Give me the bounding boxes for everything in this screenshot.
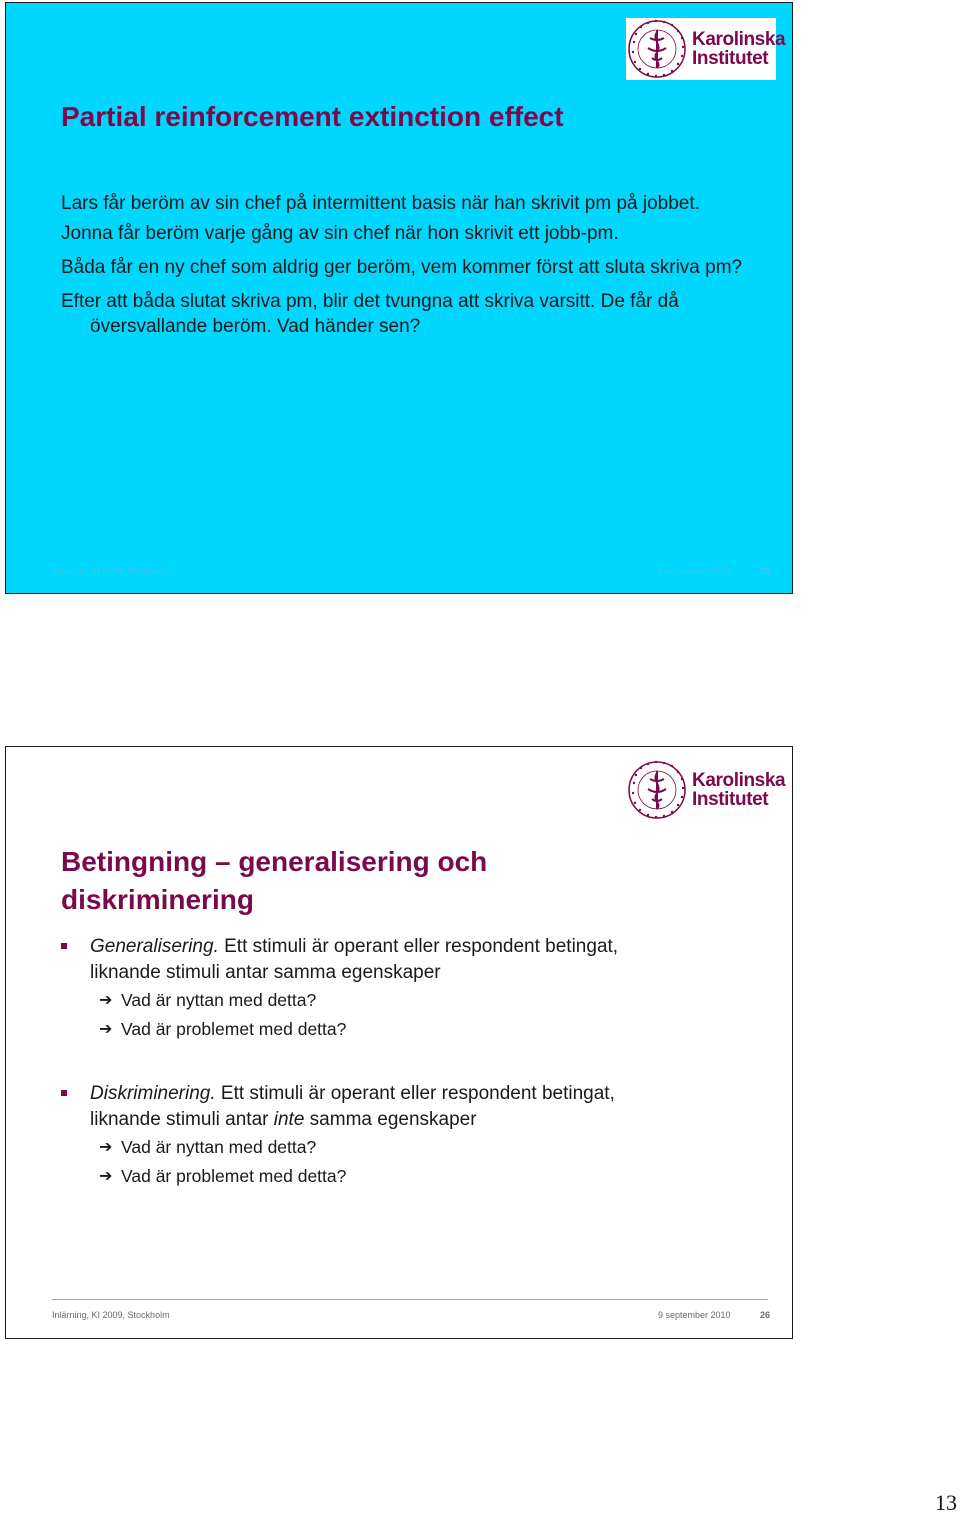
bullet-definition: Ett stimuli är operant eller respondent betingat, [218, 936, 619, 957]
slide-body [61, 191, 761, 348]
arrow-right-icon: ➔ [99, 1021, 113, 1038]
bullet-generalisering [61, 934, 761, 1044]
sub-bullet [99, 986, 761, 1015]
sub-bullet-text: Vad är nyttan med detta? [121, 1137, 317, 1157]
arrow-right-icon: ➔ [99, 992, 113, 1009]
arrow-right-icon: ➔ [99, 1168, 113, 1185]
footer-divider [52, 1299, 768, 1300]
square-bullet-icon [61, 943, 67, 949]
karolinska-seal-icon [626, 18, 690, 80]
square-bullet-icon [61, 1090, 67, 1096]
bullet-definition: Ett stimuli är operant eller respondent betingat, [215, 1083, 615, 1104]
bullet-text [90, 934, 761, 986]
paragraph: Jonna får beröm varje gång av sin chef när hon skrivit ett jobb-pm. [61, 223, 619, 244]
footer-date: 9 september 2010 [658, 1310, 731, 1320]
footer-slide-number: 25 [760, 566, 771, 576]
arrow-right-icon: ➔ [99, 1139, 113, 1156]
title-line-1: Betingning – generalisering och [61, 846, 488, 877]
sub-bullet [99, 1162, 761, 1191]
bullet-term: Diskriminering. [90, 1083, 216, 1104]
footer-slide-number: 26 [760, 1310, 771, 1320]
karolinska-logo [626, 759, 786, 821]
bullet-diskriminering [61, 1081, 761, 1191]
page-number: 13 [935, 1490, 957, 1515]
paragraph: Efter att båda slutat skriva pm, blir det tvungna att skriva varsitt. De får då översvallande beröm. Vad händer sen? [61, 291, 679, 337]
sub-bullet [99, 1133, 761, 1162]
paragraph: Lars får beröm av sin chef på intermittent basis när han skrivit pm på jobbet. [61, 193, 700, 214]
bullet-definition-cont: liknande stimuli antar samma egenskaper [90, 962, 441, 983]
paragraph: Båda får en ny chef som aldrig ger beröm, vem kommer först att sluta skriva pm? [61, 257, 743, 278]
logo-karolinska: Karolinska [692, 29, 786, 50]
logo-karolinska: Karolinska [692, 770, 786, 791]
title-line-2: diskriminering [61, 884, 254, 915]
logo-institutet: Institutet [692, 789, 769, 810]
slide-title [61, 843, 487, 919]
bullet-definition-cont: liknande stimuli antar [90, 1109, 274, 1130]
sub-bullet-text: Vad är problemet med detta? [121, 1019, 347, 1039]
karolinska-seal-icon [626, 759, 690, 821]
slide-26 [5, 746, 793, 1339]
sub-bullet [99, 1015, 761, 1044]
sub-bullet-text: Vad är nyttan med detta? [121, 990, 317, 1010]
logo-institutet: Institutet [692, 48, 769, 69]
footer-divider [52, 555, 768, 556]
bullet-term: Generalisering. [90, 936, 219, 957]
footer-date: 9 september 2010 [658, 566, 731, 576]
sub-bullet-text: Vad är problemet med detta? [121, 1166, 347, 1186]
footer-course: Inlärning, KI 2009, Stockholm [52, 566, 170, 576]
bullet-text [90, 1081, 761, 1133]
bullet-definition-end: samma egenskaper [304, 1109, 477, 1130]
footer-course: Inlärning, KI 2009, Stockholm [52, 1310, 170, 1320]
slide-title: Partial reinforcement extinction effect [61, 101, 564, 132]
emphasis-inte: inte [273, 1109, 305, 1130]
slide-25 [5, 2, 793, 594]
karolinska-logo [626, 18, 786, 80]
